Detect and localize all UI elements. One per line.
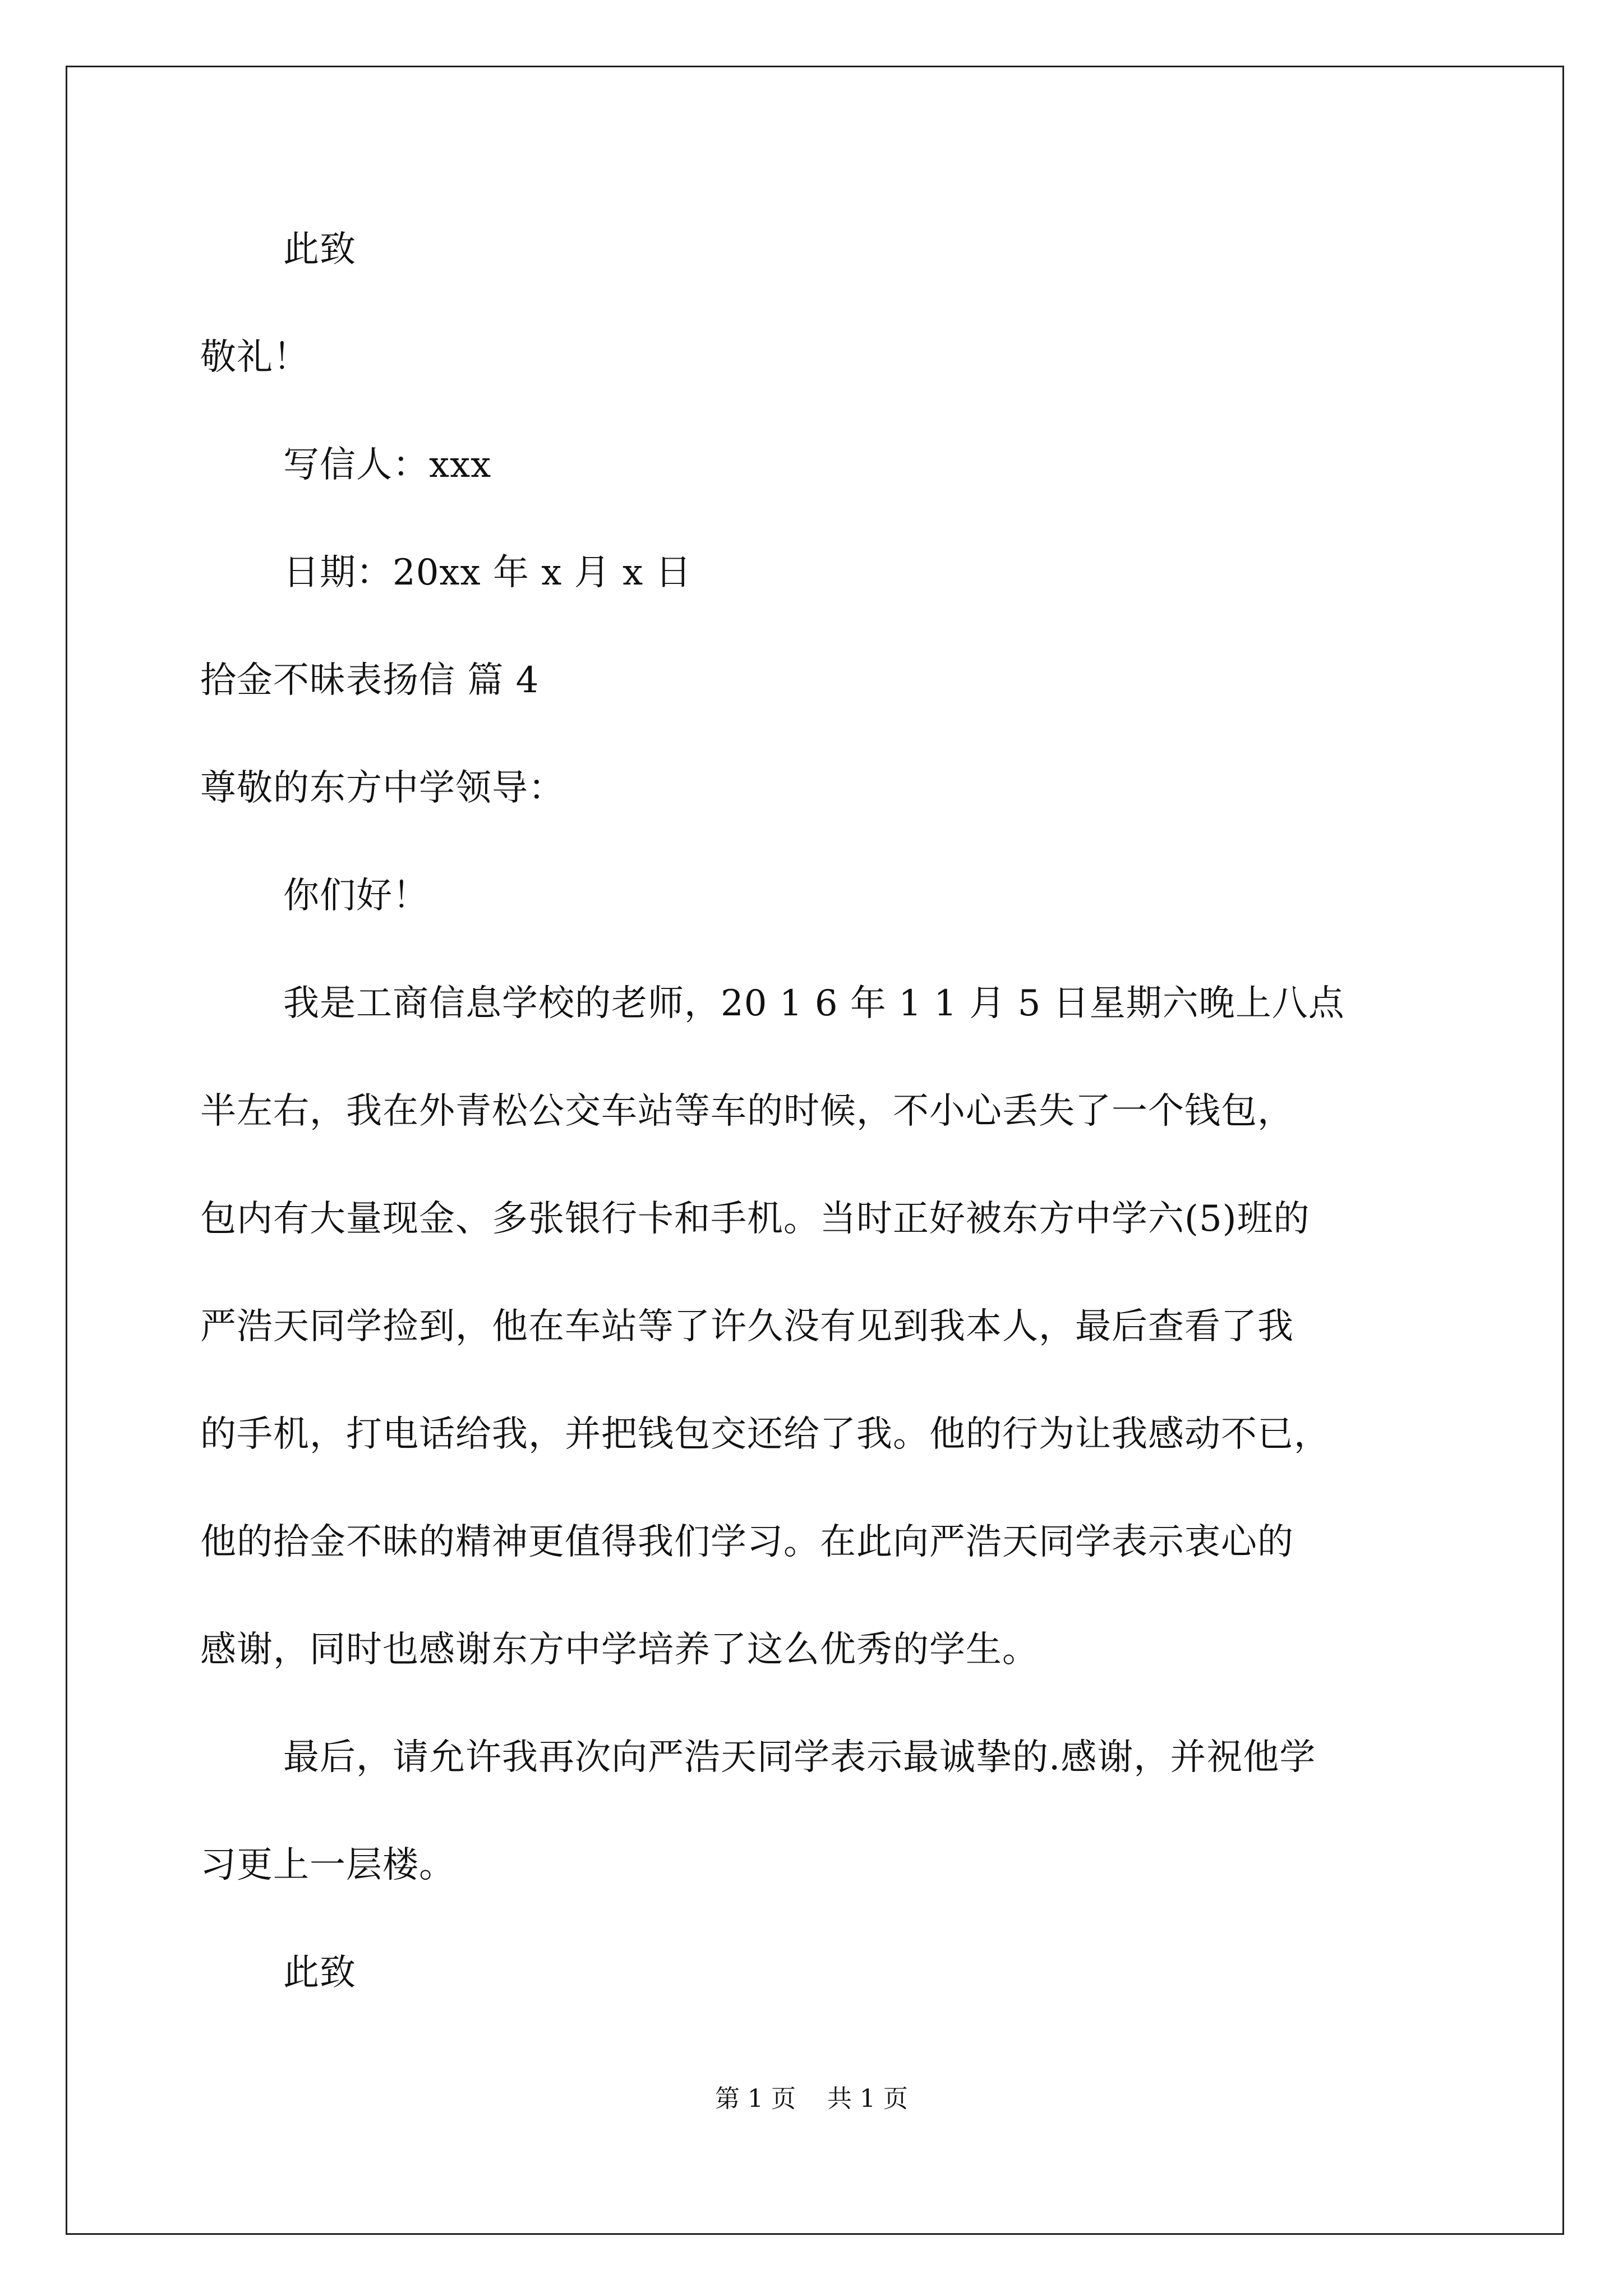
section-heading: 拾金不昧表扬信 篇 4 [200,660,540,701]
greeting-recipient: 尊敬的东方中学领导： [200,767,565,809]
body-line: 最后，请允许我再次向严浩天同学表示最诚挚的.感谢，并祝他学 [283,1737,1316,1778]
body-line: 的手机，打电话给我，并把钱包交还给了我。他的行为让我感动不已， [200,1414,1330,1455]
page-footer: 第 1 页 共 1 页 [715,2085,908,2113]
page-border [66,66,1564,2235]
body-line: 我是工商信息学校的老师，20 1 6 年 1 1 月 5 日星期六晚上八点 [283,983,1345,1024]
respect-line: 敬礼！ [200,337,310,378]
closing-salutation: 此致 [283,1952,356,1994]
body-line: 严浩天同学捡到，他在车站等了许久没有见到我本人，最后查看了我 [200,1306,1294,1347]
body-line: 感谢，同时也感谢东方中学培养了这么优秀的学生。 [200,1629,1039,1671]
body-line: 他的拾金不昧的精神更值得我们学习。在此向严浩天同学表示衷心的 [200,1521,1294,1563]
date-line: 日期：20xx 年 x 月 x 日 [283,552,692,593]
body-line: 习更上一层楼。 [200,1844,455,1886]
closing-salutation: 此致 [283,229,356,270]
body-line: 包内有大量现金、多张银行卡和手机。当时正好被东方中学六(5)班的 [200,1198,1310,1240]
author-line: 写信人：xxx [283,444,492,486]
body-line: 半左右，我在外青松公交车站等车的时候，不小心丢失了一个钱包， [200,1091,1294,1132]
greeting-line: 你们好！ [283,875,429,917]
